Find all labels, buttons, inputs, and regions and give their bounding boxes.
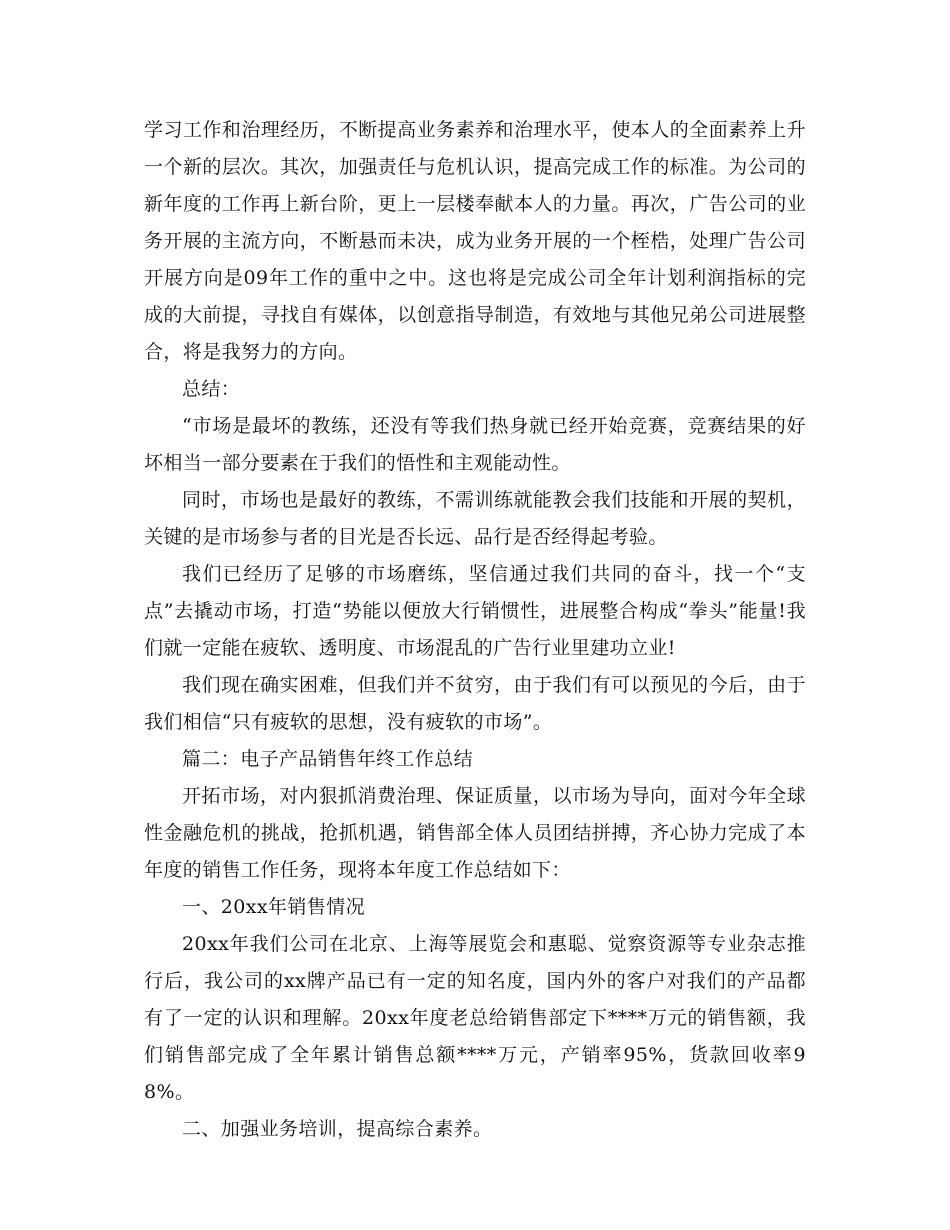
summary-paragraph-2: 同时，市场也是最好的教练，不需训练就能教会我们技能和开展的契机，关键的是市场参与者的目光是否长远、品行是否经得起考验。 — [144, 489, 806, 548]
section-one-heading: 一、20xx年销售情况 — [182, 896, 366, 918]
summary-heading: 总结： — [182, 378, 241, 400]
summary-paragraph-3: 我们已经历了足够的市场磨练，坚信通过我们共同的奋斗，找一个“支点”去撬动市场，打造“势能以便放大行销惯性，进展整合构成“拳头”能量!我们就一定能在疲软、透明度、市场混乱的广告行业里建功立业! — [144, 563, 806, 659]
section-one-body: 20xx年我们公司在北京、上海等展览会和惠聪、觉察资源等专业杂志推行后，我公司的xx牌产品已有一定的知名度，国内外的客户对我们的产品都有了一定的认识和理解。20xx年度老总给销售部定下****万元的销售额，我们销售部完成了全年累计销售总额****万元，产销率95%，货款回收率98%。 — [144, 933, 806, 1103]
paragraph-continuation: 学习工作和治理经历，不断提高业务素养和治理水平，使本人的全面素养上升一个新的层次。其次，加强责任与危机认识，提高完成工作的标准。为公司的新年度的工作再上新台阶，更上一层楼奉献本人的力量。再次，广告公司的业务开展的主流方向，不断悬而未决，成为业务开展的一个桎梏，处理广告公司开展方向是09年工作的重中之中。这也将是完成公司全年计划利润指标的完成的大前提，寻找自有媒体，以创意指导制造，有效地与其他兄弟公司进展整合，将是我努力的方向。 — [144, 119, 806, 363]
document-body — [144, 112, 806, 1148]
summary-paragraph-4: 我们现在确实困难，但我们并不贫穷，由于我们有可以预见的今后，由于我们相信“只有疲软的思想，没有疲软的市场”。 — [144, 674, 806, 733]
part-two-title: 篇二：电子产品销售年终工作总结 — [182, 748, 474, 770]
summary-paragraph-1: “市场是最坏的教练，还没有等我们热身就已经开始竞赛，竞赛结果的好坏相当一部分要素在于我们的悟性和主观能动性。 — [144, 415, 806, 474]
part-two-intro: 开拓市场，对内狠抓消费治理、保证质量，以市场为导向，面对今年全球性金融危机的挑战，抢抓机遇，销售部全体人员团结拼搏，齐心协力完成了本年度的销售工作任务，现将本年度工作总结如下： — [144, 785, 806, 881]
section-two-heading: 二、加强业务培训，提高综合素养。 — [182, 1118, 493, 1140]
